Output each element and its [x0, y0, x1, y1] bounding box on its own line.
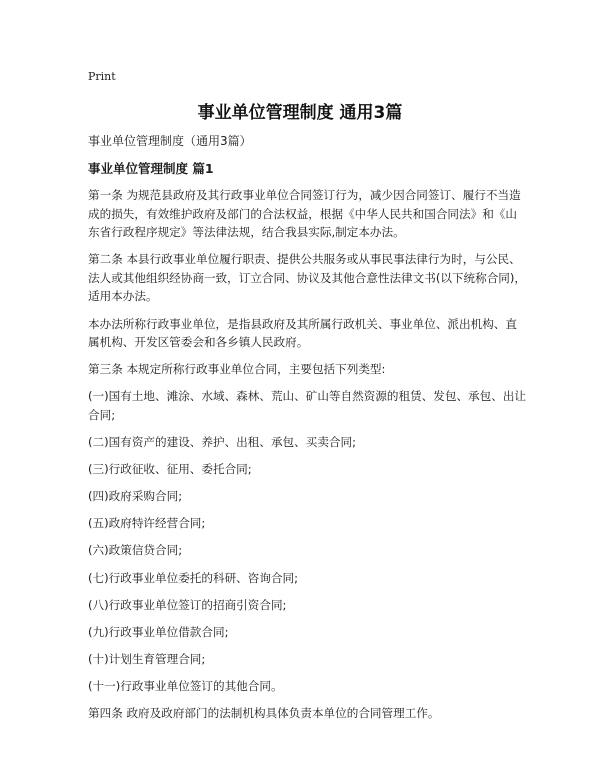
document-subtitle: 事业单位管理制度（通用3篇） [88, 134, 252, 148]
list-item: (八)行政事业单位签订的招商引资合同; [88, 597, 287, 612]
list-item: (五)政府特许经营合同; [88, 516, 206, 531]
section-heading: 事业单位管理制度 篇1 [88, 161, 214, 176]
list-item: (一)国有土地、滩涂、水域、森林、荒山、矿山等自然资源的租赁、发包、承包、出让合同; [88, 389, 527, 422]
list-item: (七)行政事业单位委托的科研、咨询合同; [88, 570, 299, 585]
list-item: (二)国有资产的建设、养护、出租、承包、买卖合同; [88, 435, 357, 450]
paragraph-article-4: 第四条 政府及政府部门的法制机构具体负责本单位的合同管理工作。 [88, 705, 440, 720]
list-item: (四)政府采购合同; [88, 489, 183, 504]
paragraph-article-1: 第一条 为规范县政府及其行政事业单位合同签订行为，减少因合同签订、履行不当造成的损失，有效维护政府及部门的合法权益，根据《中华人民共和国合同法》和《山东省行政程序规定》等法律法规，结合我县实际,制定本办法。 [88, 188, 521, 240]
list-item: (三)行政征收、征用、委托合同; [88, 462, 252, 477]
list-item: (十)计划生育管理合同; [88, 651, 206, 666]
list-item: (九)行政事业单位借款合同; [88, 624, 229, 639]
document-body [88, 132, 528, 731]
list-item: (十一)行政事业单位签订的其他合同。 [88, 678, 283, 693]
paragraph-article-3: 第三条 本规定所称行政事业单位合同，主要包括下列类型: [88, 362, 386, 377]
paragraph-article-2: 第二条 本县行政事业单位履行职责、提供公共服务或从事民事法律行为时，与公民、法人或其他组织经协商一致，订立合同、协议及其他合意性法律文书(以下统称合同)，适用本办法。 [88, 252, 527, 304]
list-item: (六)政策信贷合同; [88, 543, 183, 558]
paragraph-definition: 本办法所称行政事业单位，是指县政府及其所属行政机关、事业单位、派出机构、直属机构、开发区管委会和各乡镇人民政府。 [88, 316, 517, 350]
page-title: 事业单位管理制度 通用3篇 [197, 103, 403, 123]
print-link[interactable]: Print [88, 70, 116, 83]
